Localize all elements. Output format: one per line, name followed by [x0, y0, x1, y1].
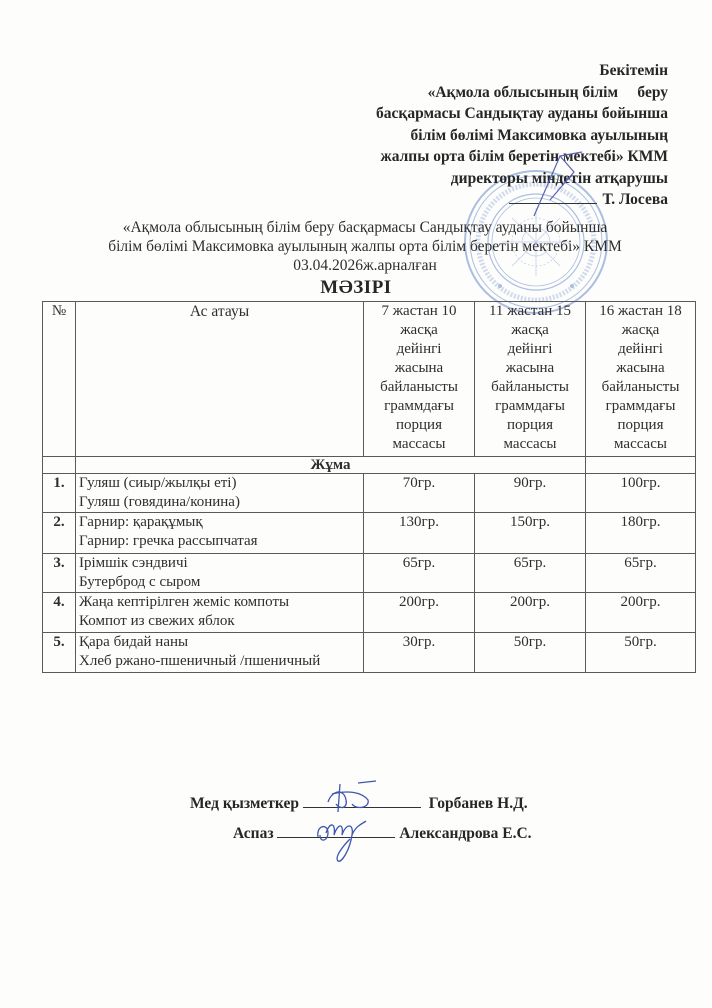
portion-cell: 65гр.	[586, 554, 696, 593]
signature-blank	[509, 189, 597, 204]
header-text: порция	[396, 417, 442, 433]
table-row	[43, 474, 696, 513]
row-number: 2.	[43, 513, 76, 554]
cook-label: Аспаз	[233, 825, 274, 842]
dish-name-russian: Бутерброд с сыром	[79, 574, 201, 590]
header-text: массасы	[614, 436, 667, 452]
header-text: порция	[617, 417, 664, 433]
portion-cell: 30гр.	[364, 633, 475, 673]
header-text: жасына	[616, 360, 665, 376]
approval-line: Бекітемін	[599, 62, 668, 79]
dish-name-russian: Гуляш (говядина/конина)	[79, 494, 240, 510]
menu-table	[42, 301, 696, 673]
dish-name-russian: Хлеб ржано-пшеничный /пшеничный	[79, 653, 321, 669]
dish-name-kazakh: Гарнир: қарақұмық	[79, 514, 203, 530]
medic-name: Горбанев Н.Д.	[428, 795, 528, 812]
dish-name-cell	[76, 633, 364, 673]
signature-blank	[303, 793, 421, 808]
column-header-number: №	[43, 302, 76, 457]
cook-signature-line	[233, 823, 532, 843]
portion-cell: 100гр.	[586, 474, 696, 513]
dish-name-kazakh: Жаңа кептірілген жеміс компоты	[79, 594, 290, 610]
menu-title: МӘЗІРІ	[320, 277, 392, 298]
header-text: массасы	[392, 436, 446, 452]
signature-blank	[277, 823, 395, 838]
approval-signature-line	[208, 189, 668, 211]
day-row-number-cell	[43, 457, 76, 474]
header-text: дейінгі	[396, 341, 442, 357]
approver-name: Т. Лосева	[602, 191, 668, 208]
portion-cell: 200гр.	[586, 593, 696, 633]
row-number: 1.	[43, 474, 76, 513]
day-label: Жұма	[76, 457, 586, 474]
portion-cell: 65гр.	[475, 554, 586, 593]
dish-name-russian: Компот из свежих яблок	[79, 613, 235, 629]
portion-cell: 150гр.	[475, 513, 586, 554]
column-header-age-16-18	[586, 302, 696, 457]
portion-cell: 130гр.	[364, 513, 475, 554]
dish-name-russian: Гарнир: гречка рассыпчатая	[79, 533, 258, 549]
header-text: дейінгі	[618, 341, 663, 357]
header-text: массасы	[503, 436, 557, 452]
header-text: жасына	[505, 360, 555, 376]
column-header-age-7-10	[364, 302, 475, 457]
header-text: граммдағы	[384, 398, 454, 414]
portion-cell: 200гр.	[475, 593, 586, 633]
header-text: жасына	[394, 360, 444, 376]
header-text: порция	[507, 417, 553, 433]
column-header-dish-name: Ас атауы	[76, 302, 364, 457]
org-title-line: «Ақмола облысының білім беру басқармасы Сандықтау ауданы бойынша	[122, 219, 608, 236]
approval-line: директоры міндетін атқарушы	[450, 169, 668, 187]
table-row	[43, 513, 696, 554]
row-number: 5.	[43, 633, 76, 673]
portion-cell: 180гр.	[586, 513, 696, 554]
header-text: 7 жастан 10	[381, 303, 457, 319]
day-row	[43, 457, 696, 474]
header-text: граммдағы	[605, 398, 676, 414]
dish-name-kazakh: Ірімшік сэндвичі	[79, 555, 188, 571]
dish-name-cell	[76, 474, 364, 513]
column-header-age-11-15	[475, 302, 586, 457]
row-number: 3.	[43, 554, 76, 593]
header-text: жасқа	[511, 322, 549, 338]
portion-cell: 50гр.	[475, 633, 586, 673]
portion-cell: 65гр.	[364, 554, 475, 593]
approval-line: білім бөлімі Максимовка ауылының	[410, 126, 668, 144]
header-text: граммдағы	[495, 398, 565, 414]
dish-name-cell	[76, 593, 364, 633]
table-row	[43, 633, 696, 673]
dish-name-kazakh: Гуляш (сиыр/жылқы еті)	[79, 475, 237, 491]
medic-label: Мед қызметкер	[190, 795, 299, 812]
portion-cell: 200гр.	[364, 593, 475, 633]
portion-cell: 50гр.	[586, 633, 696, 673]
approval-line: жалпы орта білім беретін мектебі» КММ	[380, 148, 668, 165]
approval-block	[208, 60, 668, 211]
table-row	[43, 554, 696, 593]
organization-title	[40, 218, 690, 275]
day-row-empty-cell	[586, 457, 696, 474]
menu-date: 03.04.2026ж.арналған	[293, 257, 437, 274]
approval-line: басқармасы Сандықтау ауданы бойынша	[376, 105, 668, 122]
approval-line: «Ақмола облысының білім беру	[427, 83, 668, 101]
header-text: байланысты	[380, 379, 458, 395]
portion-cell: 90гр.	[475, 474, 586, 513]
header-text: байланысты	[491, 379, 569, 395]
row-number: 4.	[43, 593, 76, 633]
org-title-line: білім бөлімі Максимовка ауылының жалпы орта білім беретін мектебі» КММ	[108, 238, 622, 255]
header-text: жасқа	[621, 322, 660, 338]
header-text: жасқа	[400, 322, 438, 338]
header-text: байланысты	[601, 379, 680, 395]
header-text: дейінгі	[507, 341, 553, 357]
table-row	[43, 593, 696, 633]
portion-cell: 70гр.	[364, 474, 475, 513]
table-header-row	[43, 302, 696, 457]
medic-signature-line	[190, 793, 528, 813]
dish-name-kazakh: Қара бидай наны	[79, 634, 189, 650]
header-text: 11 жастан 15	[488, 303, 572, 319]
cook-name: Александрова Е.С.	[399, 825, 532, 842]
dish-name-cell	[76, 513, 364, 554]
dish-name-cell	[76, 554, 364, 593]
header-text: 16 жастан 18	[599, 303, 682, 319]
